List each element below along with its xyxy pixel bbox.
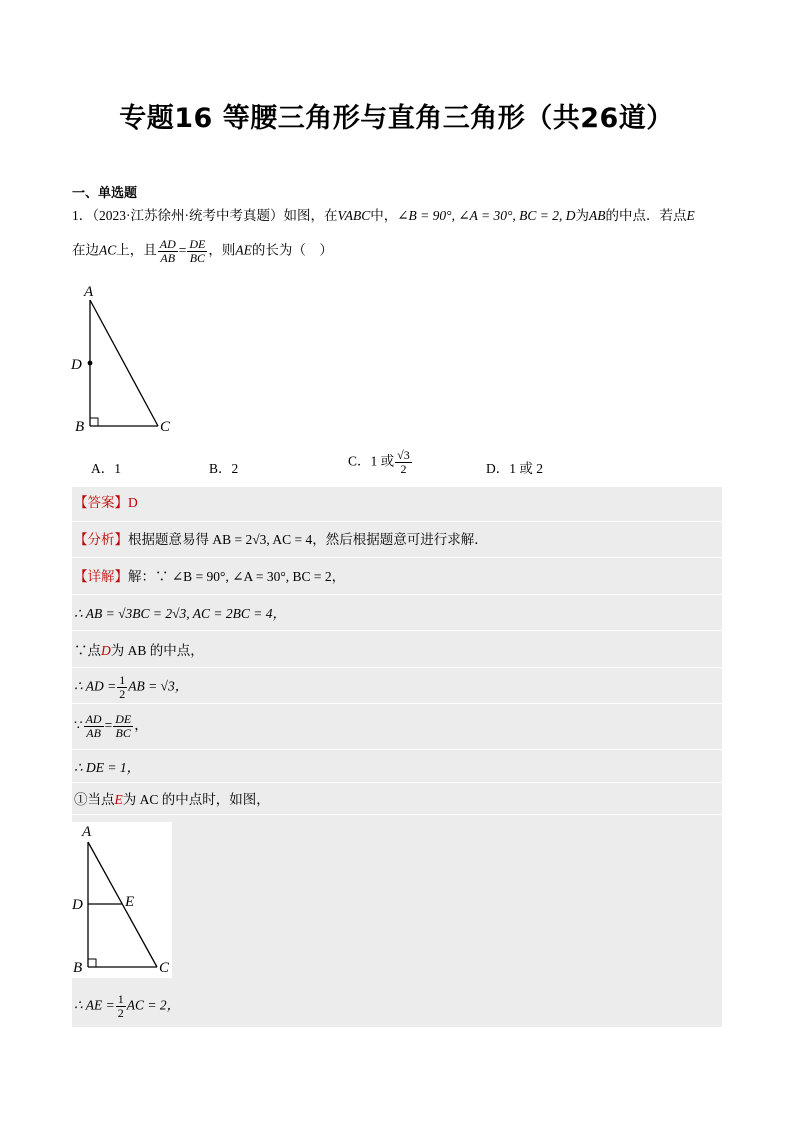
triangle-figure-2: [72, 822, 172, 978]
question-text: 为: [575, 208, 589, 223]
question-line-2: [72, 238, 333, 265]
label-a: A: [82, 824, 92, 840]
answer-value: D: [128, 495, 138, 510]
step-2: [74, 641, 204, 661]
label-d: D: [72, 897, 83, 913]
question-text: 在边: [72, 242, 99, 258]
equals-sign: =: [104, 717, 113, 733]
denominator: BC: [115, 726, 131, 740]
step-5: ∴ DE = 1，: [74, 760, 141, 775]
step-text: AB = √3，: [128, 678, 189, 694]
question-number: 1．: [72, 208, 93, 223]
detail-label: 【详解】: [74, 569, 128, 584]
option-c-fraction: [395, 449, 412, 476]
detail-line: [74, 567, 345, 587]
figure-background: [72, 822, 172, 978]
divider: [72, 814, 722, 815]
question-text: 的中点．若点: [605, 208, 687, 223]
fraction-half: [117, 674, 127, 701]
denominator: 2: [119, 687, 126, 701]
step-3: [74, 674, 188, 701]
step-text: ∴ AD =: [74, 678, 117, 694]
fraction-de-bc: [187, 238, 207, 265]
divider: [72, 630, 722, 631]
option-a[interactable]: A．1: [91, 461, 121, 476]
label-c: C: [159, 960, 170, 976]
step-text: 为 AC 的中点时，如图，: [122, 792, 270, 807]
divider: [72, 667, 722, 668]
numerator: 1: [119, 673, 126, 687]
step-text: ①当点: [74, 792, 115, 807]
label-e: E: [125, 894, 135, 910]
label-a: A: [84, 284, 94, 300]
numerator: DE: [115, 712, 132, 726]
fraction-ad-ab: [84, 713, 104, 740]
label-b: B: [73, 960, 83, 976]
step-text: AC = 2，: [126, 997, 181, 1013]
answer-line: [74, 493, 138, 513]
equals-sign: =: [178, 242, 187, 258]
question-text: 如图，在: [283, 208, 338, 223]
section-heading: 一、单选题: [72, 186, 138, 201]
case-1: [74, 790, 270, 810]
divider: [72, 557, 722, 558]
question-text: ，则: [208, 242, 236, 258]
denominator: AB: [160, 251, 176, 265]
segment-ac: AC: [99, 242, 117, 258]
analysis-line: [74, 530, 488, 550]
fraction-de-bc: [113, 713, 133, 740]
fraction-ad-ab: [158, 238, 178, 265]
point-d-dot: [88, 361, 93, 366]
option-c-prefix: C．1 或: [348, 453, 395, 469]
point-e: E: [114, 792, 123, 807]
question-text: 中，: [370, 208, 398, 223]
analysis-text: 根据题意易得 AB = 2√3, AC = 4，然后根据题意可进行求解．: [128, 532, 488, 547]
fraction-half: [116, 993, 126, 1020]
side-ac: [90, 300, 158, 426]
option-d[interactable]: D．1 或 2: [486, 461, 543, 476]
denominator: 2: [400, 462, 407, 476]
analysis-label: 【分析】: [74, 532, 128, 547]
question-text: 的长为（ ）: [251, 242, 333, 258]
step-text: ∵: [74, 717, 83, 733]
step-text: ∵点: [74, 643, 101, 658]
divider: [72, 594, 722, 595]
right-angle-mark: [90, 418, 98, 426]
numerator: AD: [159, 237, 176, 251]
numerator: 1: [117, 992, 124, 1006]
point-d: D: [101, 643, 111, 658]
option-c[interactable]: [348, 449, 413, 476]
numerator: DE: [189, 237, 206, 251]
step-4: [74, 713, 148, 740]
question-line-1: [72, 206, 695, 226]
denominator: AB: [86, 726, 101, 740]
denominator: 2: [117, 1006, 124, 1020]
point-e: E: [686, 208, 695, 223]
question-source: （2023·江苏徐州·统考中考真题）: [92, 208, 284, 223]
step-text: ∴ AE =: [74, 997, 115, 1013]
label-c: C: [160, 419, 171, 435]
segment-ae: AE: [235, 242, 252, 258]
page-title: 专题16 等腰三角形与直角三角形（共26道）: [119, 103, 674, 134]
step-text: ，: [134, 717, 148, 733]
triangle-name: VABC: [337, 208, 371, 223]
triangle-figure-1: [68, 280, 188, 440]
question-text: 上，且: [116, 242, 157, 258]
label-d: D: [71, 357, 82, 373]
conditions-formula: ∠B = 90°, ∠A = 30°, BC = 2, D: [397, 208, 576, 223]
numerator: √3: [397, 448, 410, 462]
divider: [72, 703, 722, 704]
step-6: [74, 993, 180, 1020]
option-b[interactable]: B．2: [209, 461, 239, 476]
step-1: ∴ AB = √3BC = 2√3, AC = 2BC = 4，: [74, 606, 286, 621]
label-b: B: [75, 419, 85, 435]
answer-label: 【答案】: [74, 495, 128, 510]
segment-ab: AB: [589, 208, 606, 223]
denominator: BC: [189, 251, 206, 265]
numerator: AD: [85, 712, 102, 726]
detail-text: 解：∵ ∠B = 90°, ∠A = 30°, BC = 2，: [128, 569, 346, 584]
divider: [72, 521, 722, 522]
divider: [72, 749, 722, 750]
divider: [72, 782, 722, 783]
step-text: 为 AB 的中点，: [110, 643, 204, 658]
